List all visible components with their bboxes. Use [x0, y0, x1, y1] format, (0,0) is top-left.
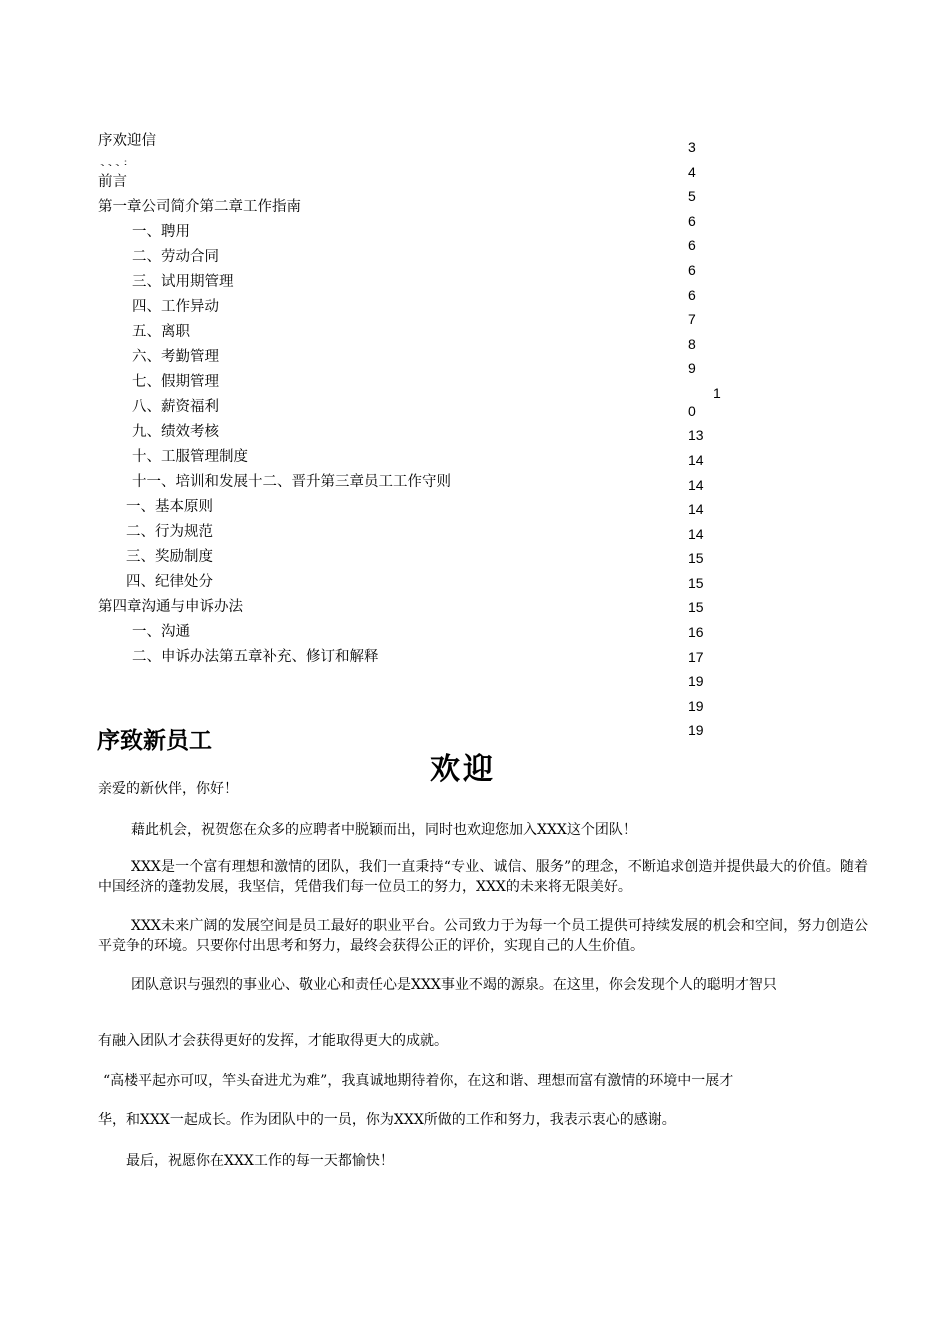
- paragraph: “高楼平起亦可叹，竿头奋进尤为难”，我真诚地期待着你，在这和谐、理想而富有激情的环境中一展才: [103, 1073, 734, 1089]
- paragraph: 藉此机会，祝贺您在众多的应聘者中脱颖而出，同时也欢迎您加入XXX这个团队！: [131, 822, 637, 838]
- toc-entry[interactable]: 五、离职: [132, 324, 190, 340]
- paragraph: XXX是一个富有理想和激情的团队，我们一直秉持“专业、诚信、服务”的理念，不断追求创造并提供最大的价值。随着中国经济的蓬勃发展，我坚信，凭借我们每一位员工的努力，XXX的未来将无限美好。: [98, 859, 868, 895]
- toc-entry[interactable]: 六、考勤管理: [132, 349, 219, 365]
- toc-entry[interactable]: 九、绩效考核: [132, 424, 219, 440]
- paragraph: 有融入团队才会获得更好的发挥，才能取得更大的成就。: [98, 1033, 448, 1049]
- toc-entry[interactable]: 序欢迎信: [98, 133, 156, 149]
- toc-page-number: 4: [688, 164, 696, 180]
- toc-entry[interactable]: 三、奖励制度: [126, 549, 213, 565]
- toc-page-number: 15: [688, 599, 704, 615]
- toc-entry: 、、、：: [100, 158, 137, 168]
- toc-entry[interactable]: 第四章沟通与申诉办法: [98, 599, 243, 615]
- toc-page-number: 16: [688, 624, 704, 640]
- toc-page-number: 9: [688, 360, 696, 376]
- toc-entry[interactable]: 二、申诉办法第五章补充、修订和解释: [132, 649, 379, 665]
- toc-page-number: 19: [688, 673, 704, 689]
- paragraph: 华，和XXX一起成长。作为团队中的一员，你为XXX所做的工作和努力，我表示衷心的感谢。: [98, 1112, 676, 1128]
- toc-entry[interactable]: 一、沟通: [132, 624, 190, 640]
- toc-page-number: 15: [688, 575, 704, 591]
- paragraph: 团队意识与强烈的事业心、敬业心和责任心是XXX事业不竭的源泉。在这里，你会发现个人的聪明才智只: [131, 977, 777, 993]
- toc-page-number: 7: [688, 311, 696, 327]
- toc-entry[interactable]: 前言: [98, 174, 127, 190]
- toc-page-number: 17: [688, 649, 704, 665]
- toc-entry[interactable]: 二、劳动合同: [132, 249, 219, 265]
- greeting: 亲爱的新伙伴，你好！: [98, 781, 238, 797]
- toc-page-number: 19: [688, 698, 704, 714]
- toc-page-number: 19: [688, 722, 704, 738]
- toc-page-number: 6: [688, 287, 696, 303]
- toc-entry[interactable]: 四、纪律处分: [126, 574, 213, 590]
- toc-page-number: 8: [688, 336, 696, 352]
- toc-entry[interactable]: 十一、培训和发展十二、晋升第三章员工工作守则: [132, 474, 451, 490]
- toc-page-number: 5: [688, 188, 696, 204]
- toc-entry[interactable]: 二、行为规范: [126, 524, 213, 540]
- toc-page-number: 13: [688, 427, 704, 443]
- toc-page-number: 14: [688, 526, 704, 542]
- toc-entry[interactable]: 一、聘用: [132, 224, 190, 240]
- toc-page-number: 3: [688, 139, 696, 155]
- toc-entry[interactable]: 第一章公司简介第二章工作指南: [98, 199, 301, 215]
- toc-page-number: 14: [688, 477, 704, 493]
- toc-entry[interactable]: 四、工作异动: [132, 299, 219, 315]
- paragraph: XXX未来广阔的发展空间是员工最好的职业平台。公司致力于为每一个员工提供可持续发展的机会和空间，努力创造公平竞争的环境。只要你付出思考和努力，最终会获得公正的评价，实现自己的人生价值。: [98, 918, 868, 954]
- toc-page-number: 6: [688, 237, 696, 253]
- toc-page-number: 0: [688, 403, 696, 419]
- toc-page-number: 15: [688, 550, 704, 566]
- section-title: 序致新员工: [97, 728, 212, 754]
- toc-entry[interactable]: 一、基本原则: [126, 499, 213, 515]
- toc-page-number: 14: [688, 452, 704, 468]
- toc-page-number: 14: [688, 501, 704, 517]
- toc-entry[interactable]: 八、薪资福利: [132, 399, 219, 415]
- toc-page-number: 6: [688, 213, 696, 229]
- toc-page-number: 6: [688, 262, 696, 278]
- toc-entry[interactable]: 十、工服管理制度: [132, 449, 248, 465]
- toc-entry[interactable]: 七、假期管理: [132, 374, 219, 390]
- toc-entry[interactable]: 三、试用期管理: [132, 274, 234, 290]
- welcome-title: 欢迎: [430, 752, 496, 787]
- toc-page-number: 1: [713, 385, 721, 401]
- paragraph: 最后，祝愿你在XXX工作的每一天都愉快！: [126, 1153, 394, 1169]
